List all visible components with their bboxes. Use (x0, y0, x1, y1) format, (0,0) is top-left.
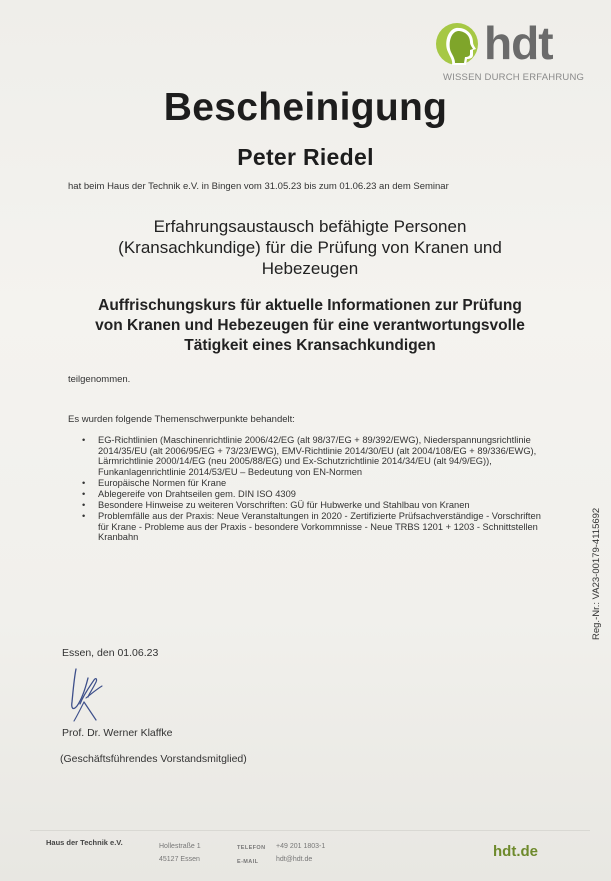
participant-name: Peter Riedel (237, 144, 374, 170)
seminar-title-line: Erfahrungsaustausch befähigte Personen (153, 217, 467, 236)
logo-tagline: WISSEN DURCH ERFAHRUNG (443, 72, 585, 83)
refresher-title-line: Auffrischungskurs für aktuelle Informationen zur Prüfung (98, 297, 522, 314)
footer-phone: +49 201 1803-1 (276, 843, 326, 850)
intro-text: hat beim Haus der Technik e.V. in Bingen vom 31.05.23 bis zum 01.06.23 an dem Seminar (68, 181, 449, 192)
refresher-course-title (60, 296, 560, 356)
footer-organization: Haus der Technik e.V. (46, 838, 123, 847)
footer-street: Hollestraße 1 (159, 843, 201, 850)
footer-address (159, 840, 201, 866)
signature-icon (64, 664, 114, 724)
footer-mail-label: E-MAIL (237, 859, 259, 865)
place-date: Essen, den 01.06.23 (62, 647, 159, 659)
list-item: • EG-Richtlinien (Maschinenrichtlinie 2006/42/EG (alt 98/37/EG + 89/392/EWG), Niederspannungsrichtlinie 2014/35/EU (alt 2006/95/EG + 73/23/EWG), EMV-Richtlinie 2014/30/EU (alt 2004/108/EG + 89/336/EWG), Lärmrichtlinie 2000/14/EG (neu 2005/88/EG) und Ex-Schutzrichtlinie 2014/34/EU (alt 94/9/EG)), Funkanlagenrichtlinie 2014/53/EU – Bedeutung von EN-Normen (82, 435, 552, 477)
list-item: • Ablegereife von Drahtseilen gem. DIN ISO 4309 (82, 489, 552, 500)
refresher-title-line: von Kranen und Hebezeugen für eine verantwortungsvolle (95, 317, 525, 334)
list-item: • Besondere Hinweise zu weiteren Vorschriften: GÜ für Hubwerke und Stahlbau von Kranen (82, 500, 552, 511)
participated-text: teilgenommen. (68, 374, 131, 385)
registration-number (591, 490, 602, 640)
topics-intro: Es wurden folgende Themenschwerpunkte behandelt: (68, 414, 295, 425)
certificate-title: Bescheinigung (163, 86, 448, 129)
logo-wordmark: hdt (484, 17, 553, 69)
footer-contact (276, 840, 325, 866)
footer-mail: hdt@hdt.de (276, 856, 313, 863)
footer-city: 45127 Essen (159, 856, 200, 863)
signer-name: Prof. Dr. Werner Klaffke (62, 727, 173, 739)
seminar-title-line: (Kransachkundige) für die Prüfung von Kranen und (118, 238, 502, 257)
head-silhouette-icon (436, 22, 486, 68)
topics-list (82, 435, 552, 543)
registration-number-text: Reg.-Nr.: VA23-00179-4115692 (591, 507, 602, 640)
footer-divider (30, 830, 590, 831)
refresher-title-line: Tätigkeit eines Kransachkundigen (184, 337, 436, 354)
footer-brand: hdt.de (493, 843, 538, 860)
footer-labels (237, 841, 265, 869)
hdt-logo (436, 17, 586, 88)
seminar-title-line: Hebezeugen (261, 259, 359, 278)
list-item: • Problemfälle aus der Praxis: Neue Veranstaltungen in 2020 - Zertifizierte Prüfsachverständige - Vorschriften für Krane - Probleme aus der Praxis - besondere Vorkommnisse - Neue TRBS 1201 + 1203 - Schnittstellen Kranbahn (82, 511, 552, 543)
signer-role: (Geschäftsführendes Vorstandsmitglied) (60, 753, 247, 765)
list-item: • Europäische Normen für Krane (82, 478, 552, 489)
footer-phone-label: TELEFON (237, 845, 266, 851)
seminar-title (60, 216, 560, 279)
